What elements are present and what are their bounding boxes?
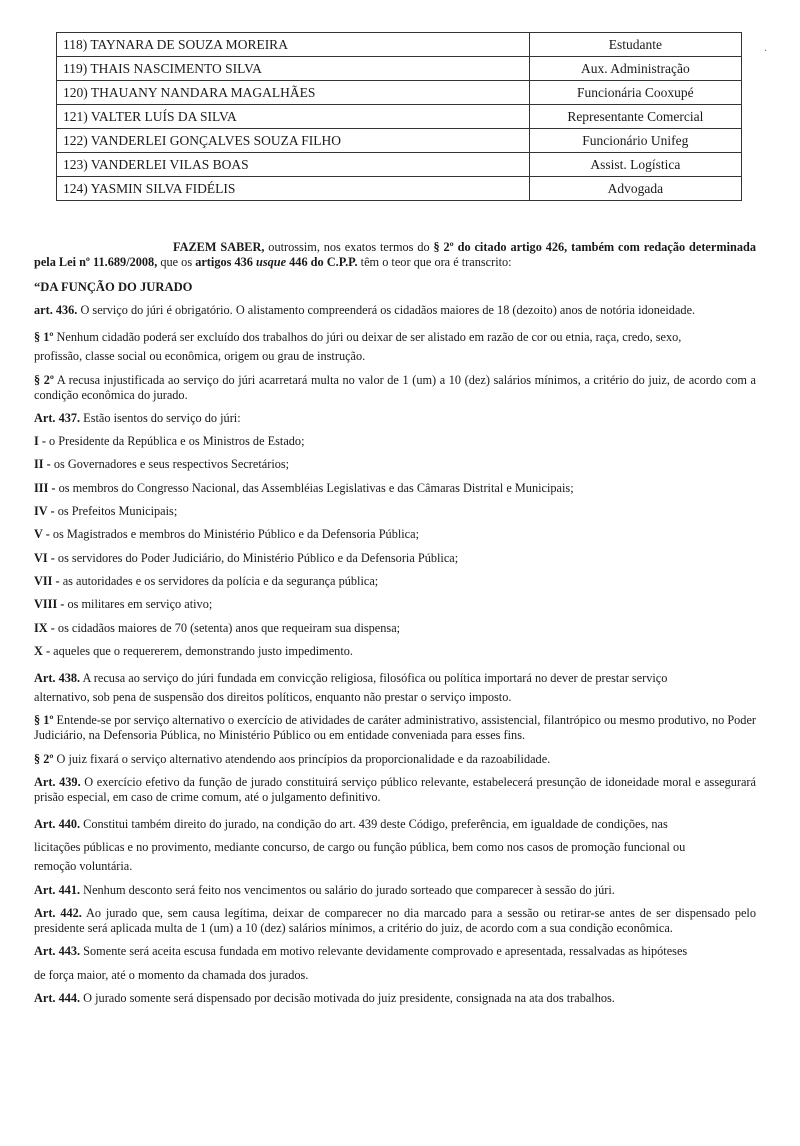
item-text: os servidores do Poder Judiciário, do Ministério Público e da Defensoria Pública; [54, 550, 459, 565]
article-438-cont: alternativo, sob pena de suspensão dos direitos políticos, enquanto não prestar o serviço imposto. [34, 690, 512, 705]
article-443-cont: de força maior, até o momento da chamada dos jurados. [34, 967, 309, 982]
juror-name: 120) THAUANY NANDARA MAGALHÃES [57, 81, 530, 105]
article-label: Art. 441. [34, 882, 81, 897]
list-item [34, 434, 756, 449]
item-label: X - [34, 643, 51, 658]
article-437 [34, 411, 756, 426]
intro-paragraph [34, 240, 756, 270]
item-text: aqueles que o requererem, demonstrando justo impedimento. [50, 643, 353, 658]
list-item [34, 621, 756, 636]
article-label: Art. 437. [34, 410, 81, 425]
paragraph-label: § 2º [34, 372, 54, 387]
juror-name: 122) VANDERLEI GONÇALVES SOUZA FILHO [57, 129, 530, 153]
intro-text: que os [157, 255, 196, 269]
article-text: Entende-se por serviço alternativo o exercício de atividades de caráter administrativo, assistencial, filantrópico ou mesmo produtivo, no Poder Judiciário, na Defensoria Pública, no Ministério Público ou em entidade conveniada para esses fins. [34, 713, 757, 743]
item-label: V - [34, 527, 50, 542]
article-441 [34, 883, 756, 898]
article-text: A recusa ao serviço do júri fundada em convicção religiosa, filosófica ou política importará no dever de prestar serviço [80, 671, 668, 686]
item-label: VII - [34, 573, 60, 588]
article-440-cont2: remoção voluntária. [34, 859, 133, 874]
item-text: o Presidente da República e os Ministros de Estado; [45, 434, 305, 449]
article-438 [34, 667, 756, 690]
juror-table [56, 32, 742, 201]
section-heading: “DA FUNÇÃO DO JURADO [34, 280, 193, 294]
juror-occupation: Funcionária Cooxupé [529, 81, 741, 105]
item-label: IX - [34, 620, 55, 635]
article-text: Nenhum desconto será feito nos vencimentos ou salário do jurado sorteado que comparecer à sessão do júri. [80, 882, 615, 897]
article-label: Art. 438. [34, 671, 81, 686]
article-label: Art. 443. [34, 944, 81, 959]
article-text: Somente será aceita escusa fundada em motivo relevante devidamente comprovado e apresentada, ressalvadas as hipóteses [80, 944, 688, 959]
article-text: Ao jurado que, sem causa legítima, deixar de comparecer no dia marcado para a sessão ou retirar-se antes de ser dispensado pelo presidente será aplicada multa de 1 (um) a 10 (dez) salários mínimos, a critério do juiz, de acordo com a sua condição econômica. [34, 905, 756, 935]
article-444 [34, 991, 756, 1006]
list-item [34, 574, 756, 589]
table-row [57, 105, 742, 129]
item-text: os Prefeitos Municipais; [54, 504, 178, 519]
article-438-paragraph-2 [34, 752, 756, 767]
list-item [34, 644, 756, 659]
item-text: os Governadores e seus respectivos Secretários; [50, 457, 290, 472]
article-436-paragraph-1 [34, 326, 756, 349]
article-436-paragraph-2 [34, 373, 756, 403]
juror-name: 124) YASMIN SILVA FIDÉLIS [57, 177, 530, 201]
list-item [34, 551, 756, 566]
item-label: VIII - [34, 597, 65, 612]
article-label: art. 436. [34, 303, 78, 317]
list-item [34, 457, 756, 472]
article-text: A recusa injustificada ao serviço do júri acarretará multa no valor de 1 (um) a 10 (dez) salários mínimos, a critério do juiz, de acordo com a condição econômica do jurado. [34, 372, 756, 402]
article-439 [34, 775, 756, 805]
juror-name: 121) VALTER LUÍS DA SILVA [57, 105, 530, 129]
article-label: Art. 444. [34, 990, 81, 1005]
article-label: Art. 440. [34, 817, 81, 832]
list-item [34, 527, 756, 542]
list-item [34, 597, 756, 612]
table-row [57, 81, 742, 105]
item-text: os militares em serviço ativo; [64, 597, 213, 612]
article-436-paragraph-1-cont: profissão, classe social ou econômica, origem ou grau de instrução. [34, 349, 366, 364]
article-438-paragraph-1 [34, 713, 756, 743]
intro-code: 446 do C.P.P. [286, 255, 358, 269]
article-label: Art. 442. [34, 905, 82, 920]
table-row [57, 177, 742, 201]
list-item [34, 481, 756, 496]
intro-lead: FAZEM SABER, [173, 240, 265, 254]
article-text: O serviço do júri é obrigatório. O alistamento compreenderá os cidadãos maiores de 18 (dezoito) anos de notória idoneidade. [77, 303, 696, 317]
intro-text: outrossim, nos exatos termos do [264, 240, 434, 254]
item-label: VI - [34, 550, 55, 565]
article-text: O exercício efetivo da função de jurado constituirá serviço público relevante, estabelecerá presunção de idoneidade moral e assegurará prisão especial, em caso de crime comum, até o julgamento definitivo. [34, 775, 756, 805]
table-row [57, 57, 742, 81]
item-text: as autoridades e os servidores da polícia e da segurança pública; [59, 573, 379, 588]
juror-name: 123) VANDERLEI VILAS BOAS [57, 153, 530, 177]
table-row [57, 33, 742, 57]
item-text: os cidadãos maiores de 70 (setenta) anos que requeiram sua dispensa; [54, 620, 401, 635]
intro-text: têm o teor que ora é transcrito: [357, 255, 512, 269]
article-text: Constitui também direito do jurado, na condição do art. 439 deste Código, preferência, em igualdade de condições, nas [80, 817, 668, 832]
item-label: II - [34, 457, 51, 472]
article-text: Nenhum cidadão poderá ser excluído dos trabalhos do júri ou deixar de ser alistado em razão de cor ou etnia, raça, credo, sexo, [53, 330, 682, 345]
item-label: IV - [34, 504, 55, 519]
item-text: os membros do Congresso Nacional, das Assembléias Legislativas e das Câmaras Distrital e Municipais; [55, 480, 574, 495]
article-443 [34, 944, 756, 959]
article-440 [34, 813, 756, 836]
item-text: os Magistrados e membros do Ministério Público e da Defensoria Pública; [49, 527, 420, 542]
article-436 [34, 303, 756, 318]
article-label: Art. 439. [34, 775, 81, 790]
juror-occupation: Estudante [529, 33, 741, 57]
juror-name: 119) THAIS NASCIMENTO SILVA [57, 57, 530, 81]
paragraph-label: § 1º [34, 713, 54, 728]
juror-occupation: Assist. Logística [529, 153, 741, 177]
article-text: Estão isentos do serviço do júri: [80, 410, 241, 425]
juror-occupation: Aux. Administração [529, 57, 741, 81]
document-body [34, 240, 756, 1014]
article-440-cont: licitações públicas e no provimento, mediante concurso, de cargo ou função pública, bem como nos casos de promoção funcional ou [34, 840, 686, 855]
paragraph-label: § 2º [34, 751, 54, 766]
article-text: O jurado somente será dispensado por decisão motivada do juiz presidente, consignada na ata dos trabalhos. [80, 990, 615, 1005]
item-label: I - [34, 434, 46, 449]
list-item [34, 504, 756, 519]
table-row [57, 153, 742, 177]
article-text: O juiz fixará o serviço alternativo atendendo aos princípios da proporcionalidade e da razoabilidade. [53, 751, 551, 766]
juror-occupation: Advogada [529, 177, 741, 201]
item-label: III - [34, 480, 56, 495]
juror-name: 118) TAYNARA DE SOUZA MOREIRA [57, 33, 530, 57]
intro-articles: artigos 436 [195, 255, 256, 269]
juror-occupation: Funcionário Unifeg [529, 129, 741, 153]
scan-speck: · [764, 46, 768, 57]
intro-reference: § 2º do citado artigo 426, também com redação determinada pela Lei nº 11.689/2008, [34, 240, 756, 269]
table-row [57, 129, 742, 153]
paragraph-label: § 1º [34, 330, 54, 345]
article-442 [34, 906, 756, 936]
intro-usque: usque [256, 255, 287, 269]
juror-occupation: Representante Comercial [529, 105, 741, 129]
